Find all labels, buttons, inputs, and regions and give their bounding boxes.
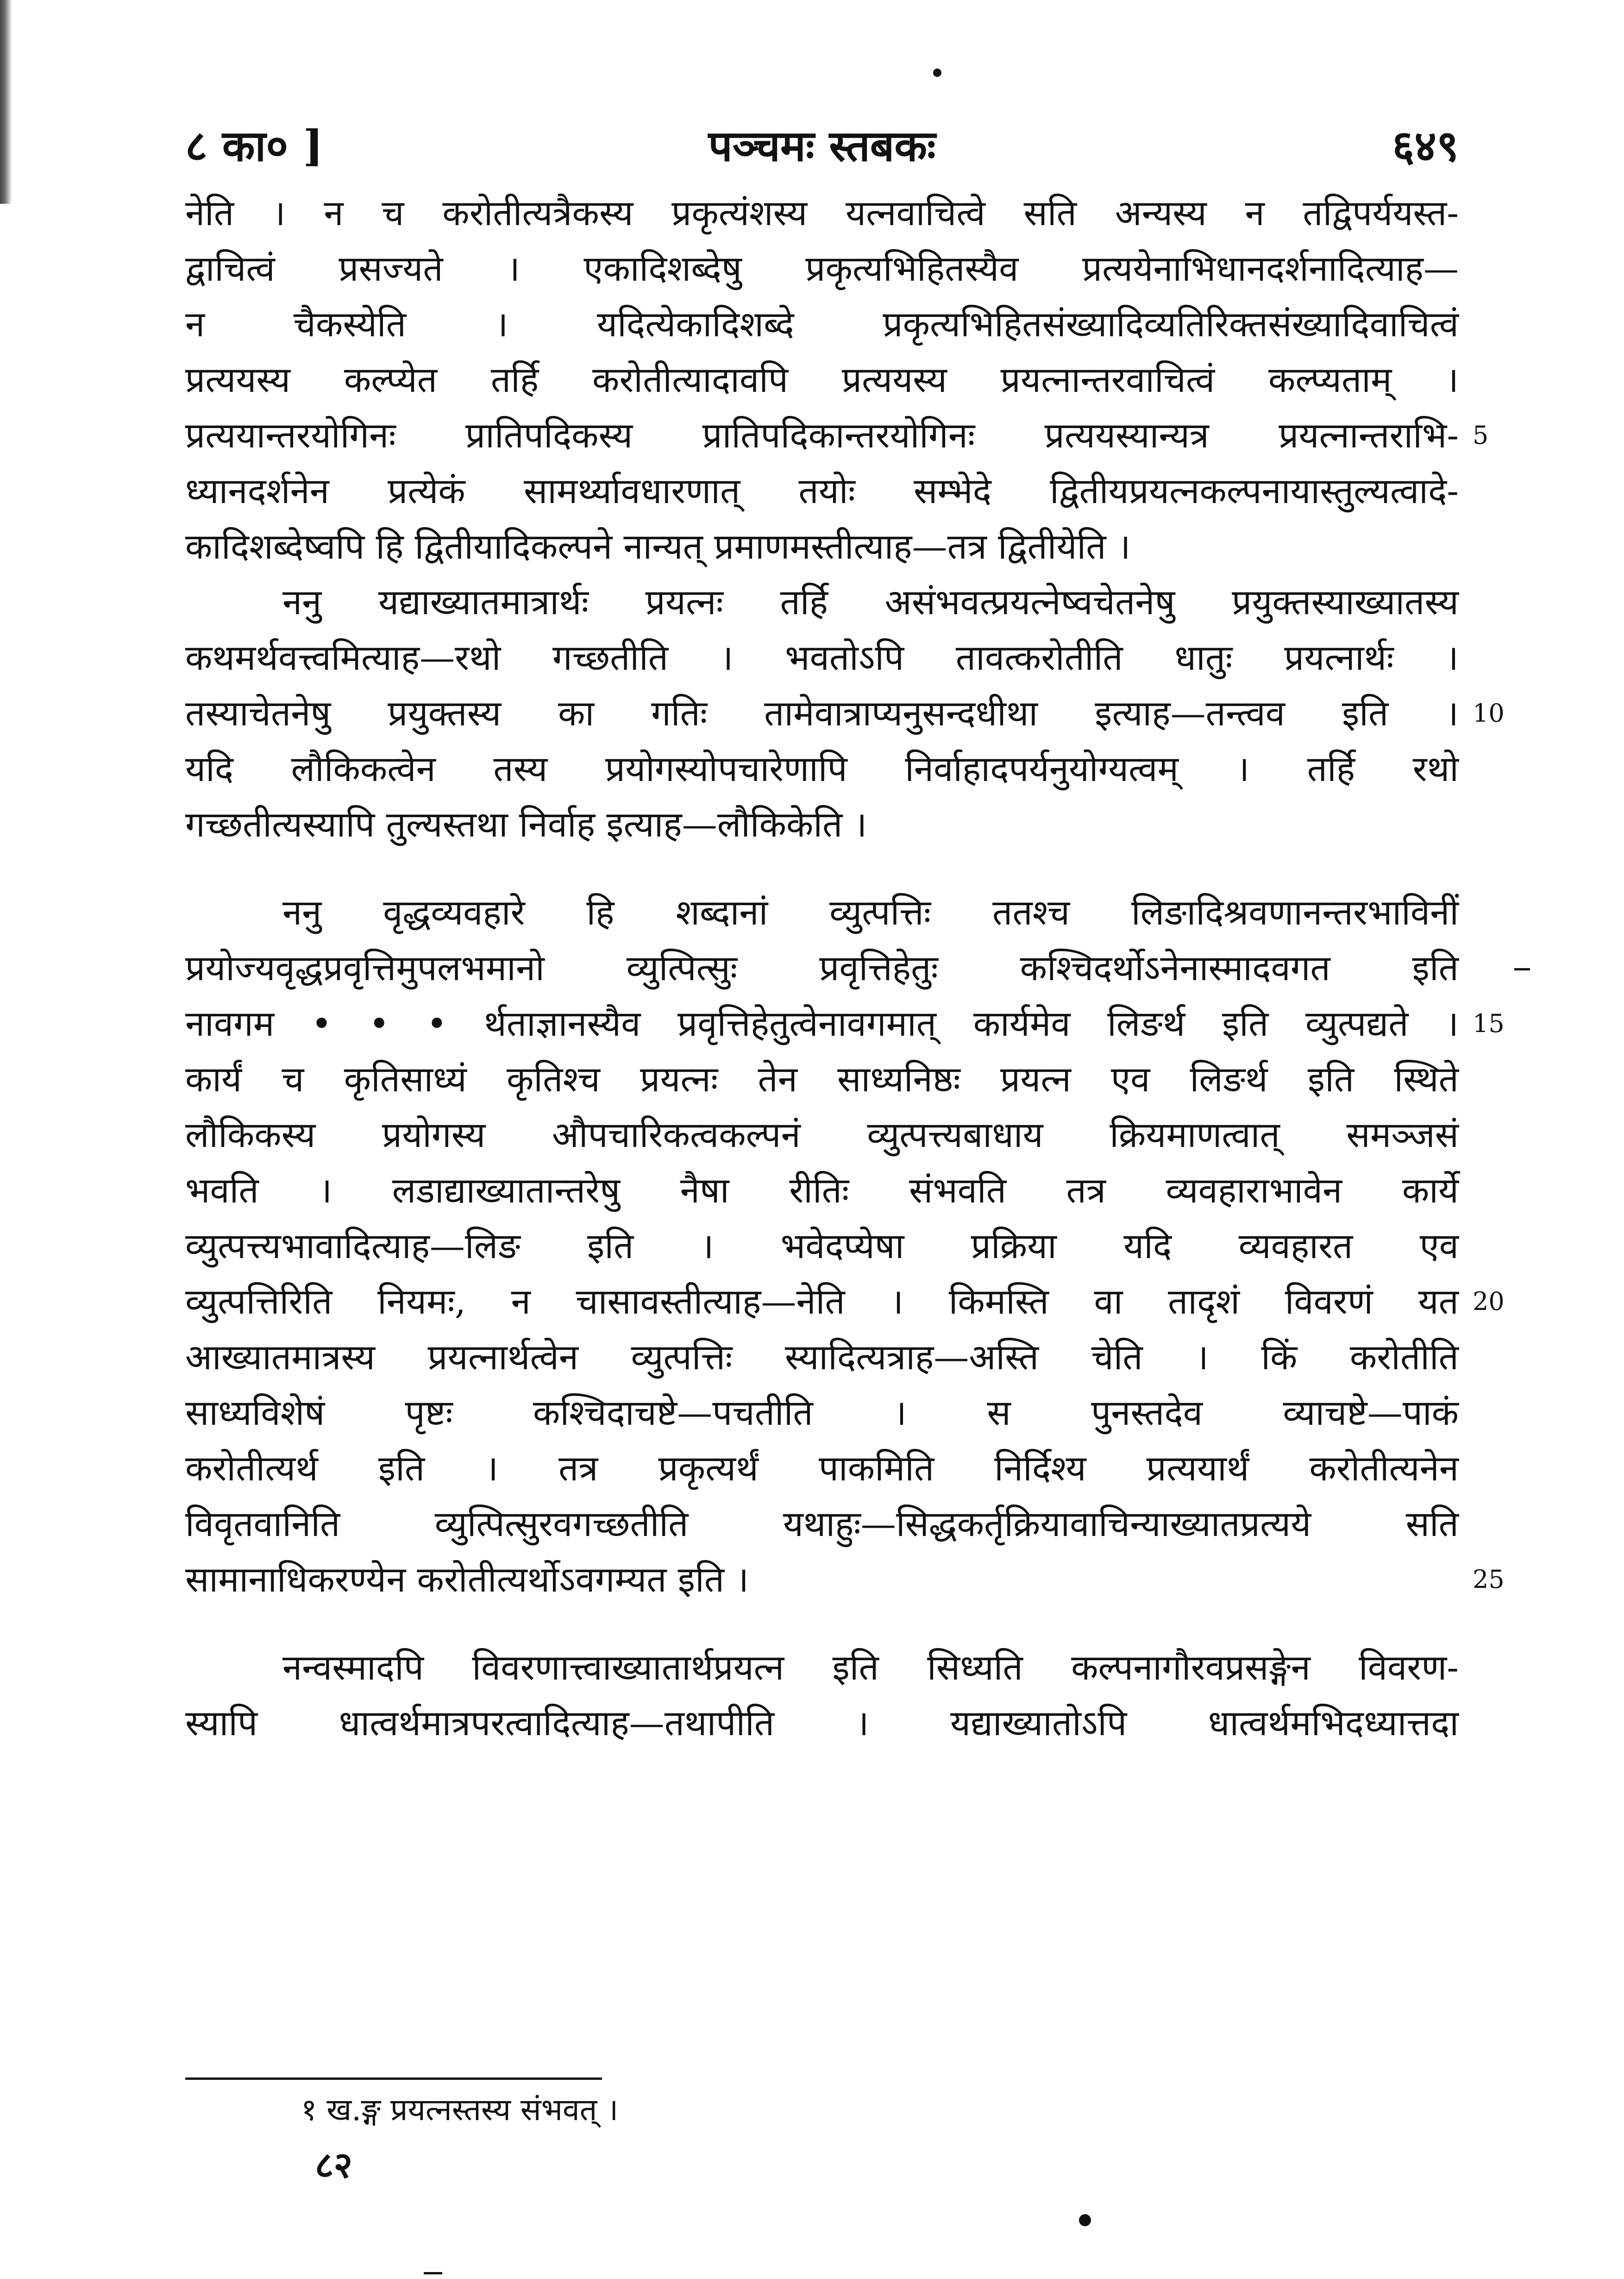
margin-line-number: 25 xyxy=(1473,1565,1505,1594)
margin-mark xyxy=(424,2272,442,2274)
text-line: आख्यातमात्रस्य प्रयत्नार्थत्वेन व्युत्पत्तिः स्यादित्यत्राह—अस्ति चेति । किं करोतीति xyxy=(185,1336,1459,1378)
text-line: द्वाचित्वं प्रसज्यते । एकादिशब्देषु प्रकृत्यभिहितस्यैव प्रत्ययेनाभिधानदर्शनादित्याह— xyxy=(185,248,1459,289)
text-line: यदि लौकिकत्वेन तस्य प्रयोगस्योपचारेणापि निर्वाहादपर्यनुयोग्यत्वम् । तर्हि रथो xyxy=(185,748,1459,789)
margin-line-number: 20 xyxy=(1473,1287,1505,1316)
footnote: १ ख.ङ्ग प्रयत्नस्तस्य संभवत् । xyxy=(301,2092,619,2128)
text-line: ननु यद्याख्यातमात्रार्थः प्रयत्नः तर्हि असंभवत्प्रयत्नेष्वचेतनेषु प्रयुक्तस्याख्यातस्य xyxy=(282,581,1459,623)
text-line: करोतीत्यर्थ इति । तत्र प्रकृत्यर्थं पाकमिति निर्दिश्य प्रत्ययार्थं करोतीत्यनेन xyxy=(185,1448,1459,1489)
text-line: व्युत्पत्तिरिति नियमः, न चासावस्तीत्याह—नेति । किमस्ति वा तादृशं विवरणं यत xyxy=(185,1281,1459,1322)
margin-line-number: 5 xyxy=(1473,421,1489,450)
scan-edge-shadow xyxy=(0,0,12,204)
footnote-rule xyxy=(185,2078,602,2080)
running-header xyxy=(185,116,1459,176)
text-line: नन्वस्मादपि विवरणात्त्वाख्यातार्थप्रयत्न इति सिध्यति कल्पनागौरवप्रसङ्गेन विवरण- xyxy=(282,1647,1459,1688)
paragraph-gap xyxy=(185,1607,1459,1640)
margin-mark xyxy=(1514,968,1530,970)
text-line: व्युत्पत्त्यभावादित्याह—लिङ इति । भवेदप्येषा प्रक्रिया यदि व्यवहारत एव xyxy=(185,1225,1459,1266)
margin-line-number: 10 xyxy=(1473,699,1505,728)
text-line: नावगम • • • र्थताज्ञानस्यैव प्रवृत्तिहेतुत्वेनावगमात् कार्यमेव लिङर्थ इति व्युत्पद्यते । xyxy=(185,1003,1459,1044)
text-line: कार्यं च कृतिसाध्यं कृतिश्च प्रयत्नः तेन साध्यनिष्ठः प्रयत्न एव लिङर्थ इति स्थिते xyxy=(185,1058,1459,1100)
text-line: स्यापि धात्वर्थमात्रपरत्वादित्याह—तथापीति । यद्याख्यातोऽपि धात्वर्थमभिदध्यात्तदा xyxy=(185,1702,1459,1744)
speck xyxy=(933,69,941,77)
text-line: प्रत्ययान्तरयोगिनः प्रातिपदिकस्य प्रातिपदिकान्तरयोगिनः प्रत्ययस्यान्यत्र प्रयत्नान्तराभि- xyxy=(185,415,1459,456)
text-line: ध्यानदर्शनेन प्रत्येकं सामर्थ्यावधारणात् तयोः सम्भेदे द्वितीयप्रयत्नकल्पनायास्तुल्यत्वादे- xyxy=(185,470,1459,511)
header-section-ref: ८ का० ] xyxy=(185,121,323,171)
text-line: न चैकस्येति । यदित्येकादिशब्दे प्रकृत्यभिहितसंख्यादिव्यतिरिक्तसंख्यादिवाचित्वं xyxy=(185,303,1459,345)
paragraph-gap xyxy=(185,852,1459,885)
main-text xyxy=(185,185,1459,1751)
header-chapter-title: पञ्चमः स्तबकः xyxy=(708,121,936,171)
text-line: लौकिकस्य प्रयोगस्य औपचारिकत्वकल्पनं व्युत्पत्त्यबाधाय क्रियमाणत्वात् समञ्जसं xyxy=(185,1114,1459,1155)
text-line: गच्छतीत्यस्यापि तुल्यस्तथा निर्वाह इत्याह—लौकिकेति । xyxy=(185,804,867,845)
text-line: भवति । लडाद्याख्यातान्तरेषु नैषा रीतिः संभवति तत्र व्यवहाराभावेन कार्ये xyxy=(185,1170,1459,1211)
signature-mark: ८२ xyxy=(315,2144,353,2186)
header-page-number: ६४९ xyxy=(1392,121,1459,171)
text-line: सामानाधिकरण्येन करोतीत्यर्थोऽवगम्यत इति । xyxy=(185,1559,749,1600)
speck xyxy=(1079,2214,1091,2226)
text-line: प्रयोज्यवृद्धप्रवृत्तिमुपलभमानो व्युत्पित्सुः प्रवृत्तिहेतुः कश्चिदर्थोऽनेनास्मादवगत इति xyxy=(185,947,1459,988)
text-line: तस्याचेतनेषु प्रयुक्तस्य का गतिः तामेवात्राप्यनुसन्दधीथा इत्याह—तन्त्वव इति । xyxy=(185,693,1459,734)
text-line: साध्यविशेषं पृष्टः कश्चिदाचष्टे—पचतीति । स पुनस्तदेव व्याचष्टे—पाकं xyxy=(185,1392,1459,1433)
text-line: प्रत्ययस्य कल्प्येत तर्हि करोतीत्यादावपि प्रत्ययस्य प्रयत्नान्तरवाचित्वं कल्प्यताम् । xyxy=(185,359,1459,400)
text-line: कथमर्थवत्त्वमित्याह—रथो गच्छतीति । भवतोऽपि तावत्करोतीति धातुः प्रयत्नार्थः । xyxy=(185,637,1459,678)
text-line: विवृतवानिति व्युत्पित्सुरवगच्छतीति यथाहुः—सिद्धकर्तृक्रियावाचिन्याख्यातप्रत्यये सति xyxy=(185,1503,1459,1544)
margin-line-number: 15 xyxy=(1473,1009,1505,1038)
text-line: कादिशब्देष्वपि हि द्वितीयादिकल्पने नान्यत् प्रमाणमस्तीत्याह—तत्र द्वितीयेति । xyxy=(185,526,1131,567)
text-line: नेति । न च करोतीत्यत्रैकस्य प्रकृत्यंशस्य यत्नवाचित्वे सति अन्यस्य न तद्विपर्ययस्त- xyxy=(185,192,1459,233)
text-line: ननु वृद्धव्यवहारे हि शब्दानां व्युत्पत्तिः ततश्च लिङादिश्रवणानन्तरभाविनीं xyxy=(282,892,1459,933)
